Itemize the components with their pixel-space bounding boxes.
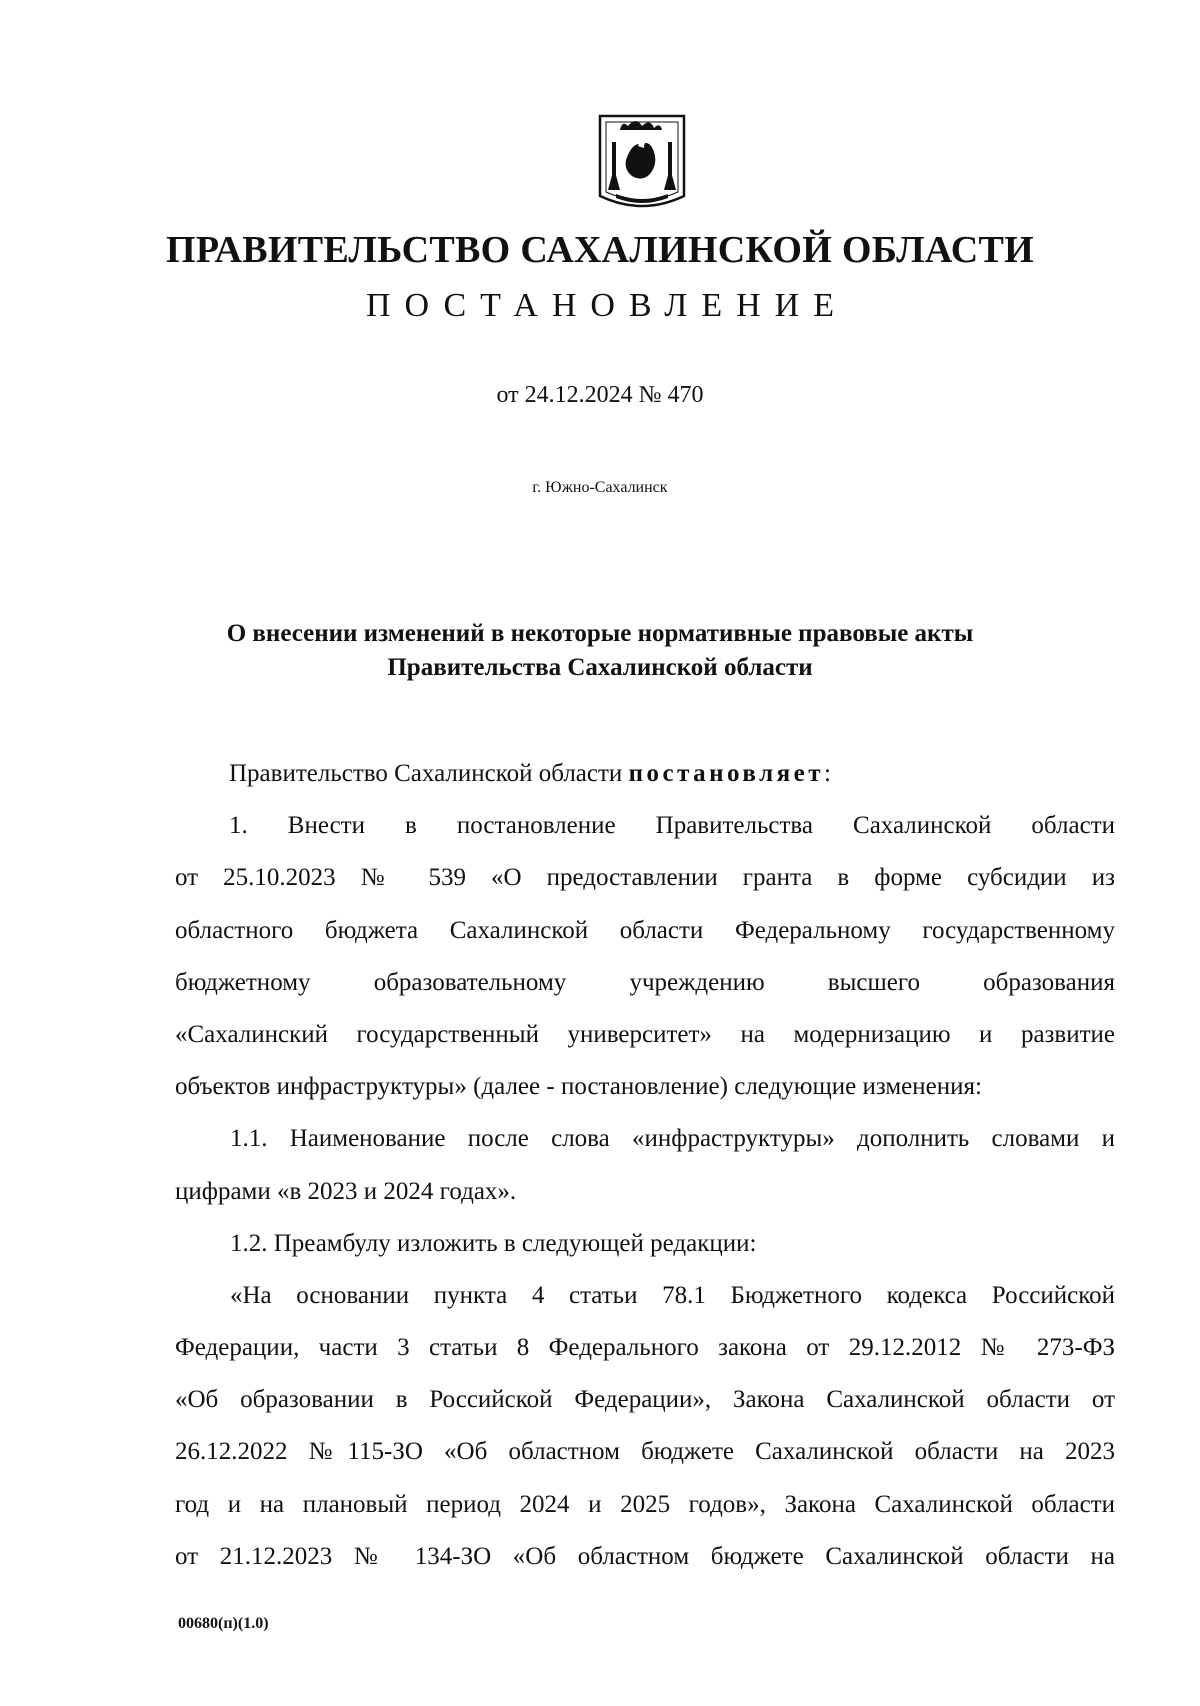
body-line: областного бюджета Сахалинской области Федеральному государственному <box>175 916 1115 944</box>
intro-text: Правительство Сахалинской области <box>229 760 629 787</box>
body-line: Федерации, части 3 статьи 8 Федерального закона от 29.12.2012 № 273-ФЗ <box>175 1334 1115 1362</box>
body-line: цифрами «в 2023 и 2024 годах». <box>175 1177 517 1205</box>
body-line: от 25.10.2023 № 539 «О предоставлении гранта в форме субсидии из <box>175 864 1115 892</box>
body-line: 26.12.2022 №115-ЗО «Об областном бюджете Сахалинской области на 2023 <box>175 1438 1115 1466</box>
government-title: ПРАВИТЕЛЬСТВО САХАЛИНСКОЙ ОБЛАСТИ <box>166 229 1034 271</box>
decree-date-number: от 24.12.2024 № 470 <box>496 382 704 408</box>
body-line: 1.2. Преамбулу изложить в следующей редакции: <box>230 1229 757 1257</box>
decree-subject <box>0 617 1200 685</box>
body-line: бюджетному образовательному учреждению высшего образования <box>175 968 1115 996</box>
body-line: «Об образовании в Российской Федерации», Закона Сахалинской области от <box>175 1386 1115 1414</box>
body-line: объектов инфраструктуры» (далее - постановление) следующие изменения: <box>175 1073 982 1101</box>
subject-line: О внесении изменений в некоторые нормативные правовые акты <box>226 620 974 647</box>
decree-city: г. Южно-Сахалинск <box>532 479 668 496</box>
intro-paragraph <box>175 748 1115 800</box>
body-line: 1. Внести в постановление Правительства Сахалинской области <box>229 812 1115 840</box>
body-line: «Сахалинский государственный университет» на модернизацию и развитие <box>175 1020 1115 1048</box>
body-line: 1.1. Наименование после слова «инфраструктуры» дополнить словами и <box>230 1125 1115 1153</box>
body-line: от 21.12.2023 № 134-ЗО «Об областном бюджете Сахалинской области на <box>175 1542 1115 1570</box>
document-type-title: ПОСТАНОВЛЕНИЕ <box>365 287 849 324</box>
intro-colon: : <box>824 760 831 787</box>
intro-keyword: постановляет <box>628 760 825 787</box>
decree-body <box>175 748 1115 1583</box>
form-code: 00680(п)(1.0) <box>178 1615 269 1632</box>
body-line: «На основании пункта 4 статьи 78.1 Бюджетного кодекса Российской <box>230 1281 1115 1309</box>
subject-line: Правительства Сахалинской области <box>387 654 813 681</box>
coat-of-arms-emblem <box>598 112 686 212</box>
body-line: год и на плановый период 2024 и 2025 годов», Закона Сахалинской области <box>175 1490 1115 1518</box>
